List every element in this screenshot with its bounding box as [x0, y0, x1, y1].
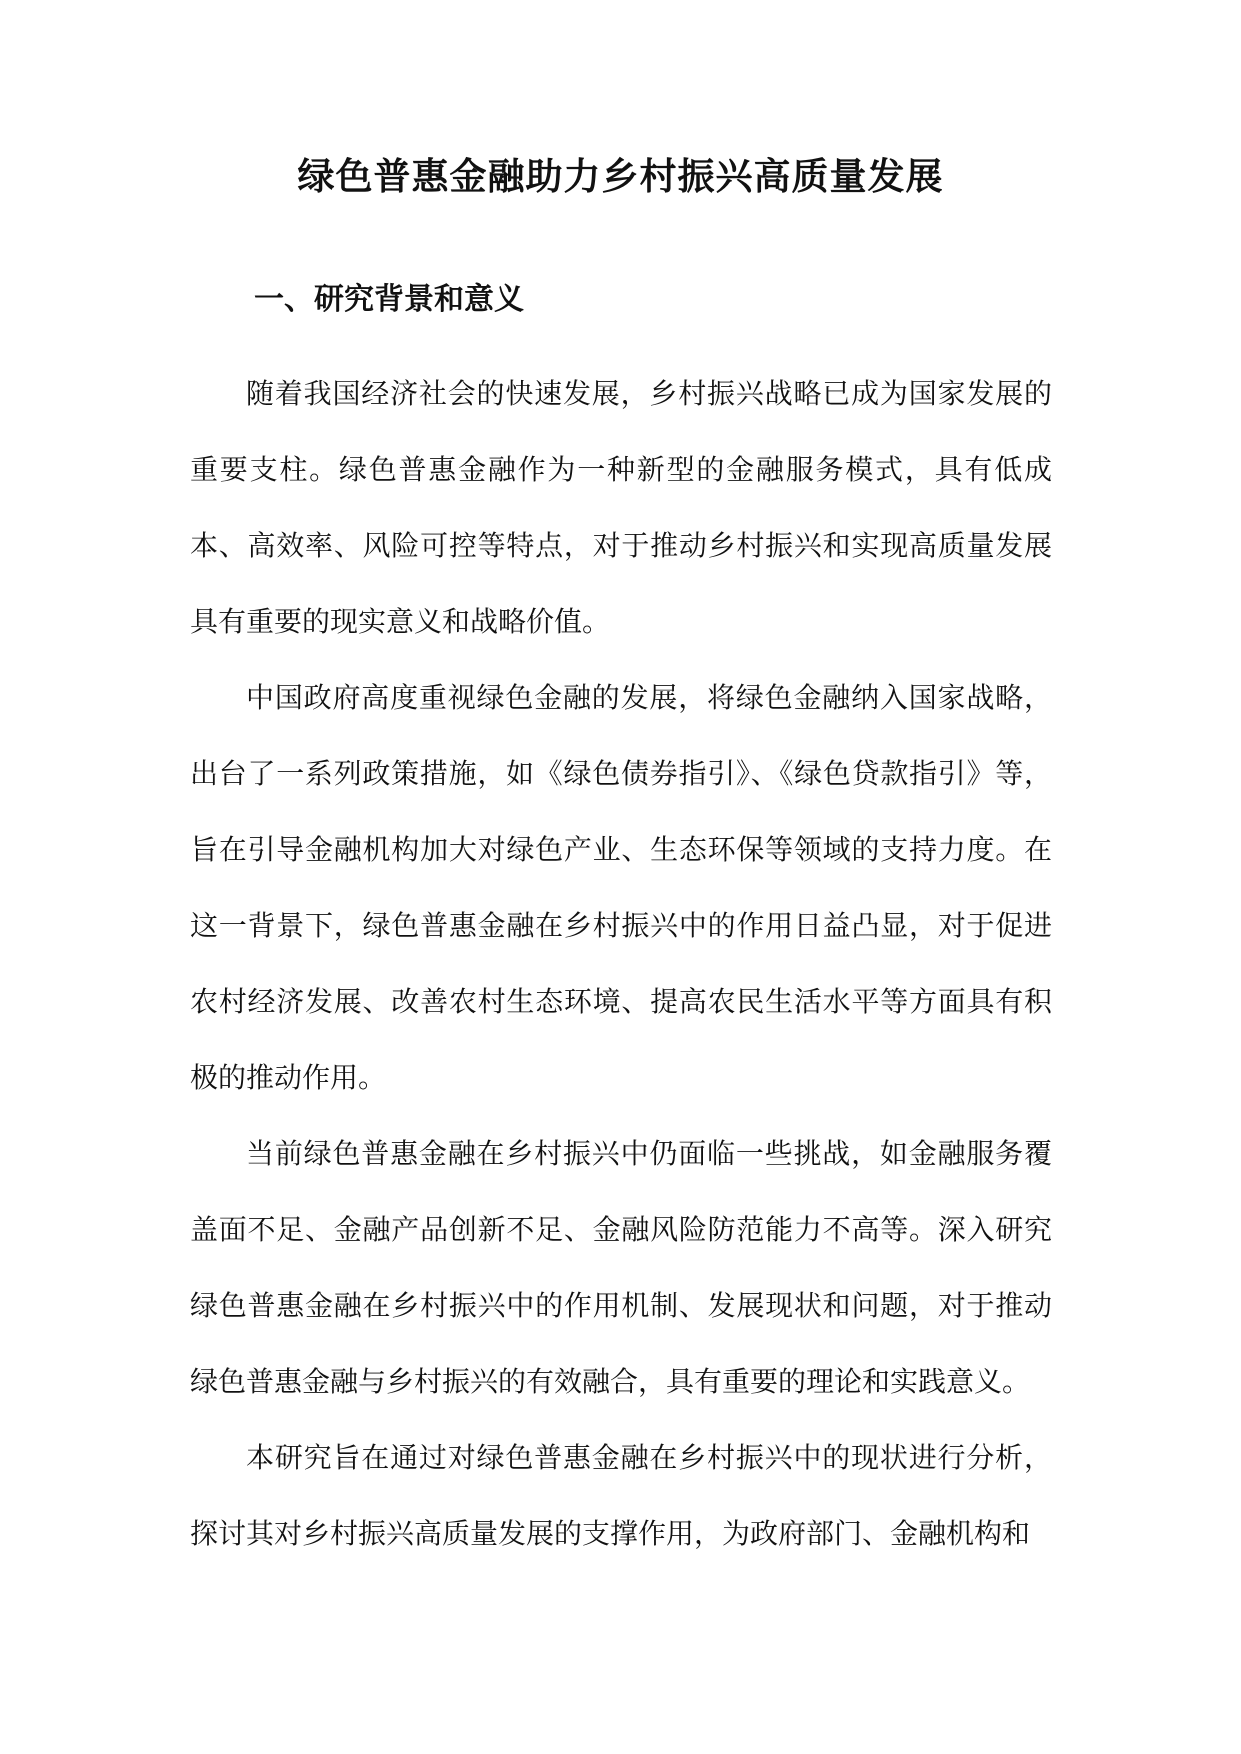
paragraph: 本研究旨在通过对绿色普惠金融在乡村振兴中的现状进行分析，探讨其对乡村振兴高质量发展的支撑作用，为政府部门、金融机构和 — [190, 1441, 1052, 1550]
section-heading: 一、研究背景和意义 — [254, 282, 524, 317]
paragraph: 中国政府高度重视绿色金融的发展，将绿色金融纳入国家战略，出台了一系列政策措施，如《绿色债券指引》、《绿色贷款指引》等，旨在引导金融机构加大对绿色产业、生态环保等领域的支持力度。在这一背景下，绿色普惠金融在乡村振兴中的作用日益凸显，对于促进农村经济发展、改善农村生态环境、提高农民生活水平等方面具有积极的推动作用。 — [190, 681, 1052, 1094]
document-title: 绿色普惠金融助力乡村振兴高质量发展 — [297, 154, 944, 198]
section-body — [190, 356, 1052, 1572]
paragraph: 当前绿色普惠金融在乡村振兴中仍面临一些挑战，如金融服务覆盖面不足、金融产品创新不足、金融风险防范能力不高等。深入研究绿色普惠金融在乡村振兴中的作用机制、发展现状和问题，对于推动绿色普惠金融与乡村振兴的有效融合，具有重要的理论和实践意义。 — [190, 1137, 1052, 1398]
paragraph: 随着我国经济社会的快速发展，乡村振兴战略已成为国家发展的重要支柱。绿色普惠金融作为一种新型的金融服务模式，具有低成本、高效率、风险可控等特点，对于推动乡村振兴和实现高质量发展具有重要的现实意义和战略价值。 — [190, 377, 1052, 638]
